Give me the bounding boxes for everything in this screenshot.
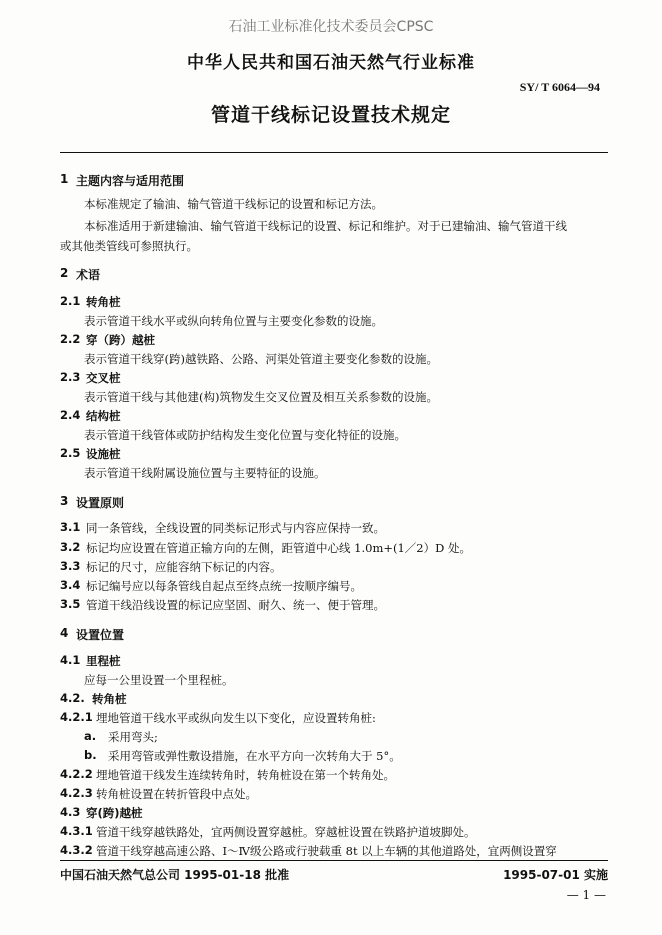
item-b-label: b. — [84, 748, 97, 762]
clause-2-2-text: 表示管道干线穿(跨)越铁路、公路、河渠处管道主要变化参数的设施。 — [84, 352, 438, 366]
clause-4-3-number: 4.3 — [60, 805, 81, 819]
clause-4-2-1-text: 埋地管道干线水平或纵向发生以下变化，应设置转角桩: — [96, 711, 376, 725]
clause-3-1-text: 同一条管线，全线设置的同类标记形式与内容应保持一致。 — [86, 521, 385, 535]
section-3-number: 3 — [60, 494, 69, 508]
clause-4-1-title: 里程桩 — [86, 654, 121, 668]
section-1-number: 1 — [60, 172, 69, 186]
clause-2-3-number: 2.3 — [60, 370, 81, 384]
clause-4-2-1-number: 4.2.1 — [60, 710, 93, 724]
section-4-number: 4 — [60, 626, 69, 640]
clause-3-3-number: 3.3 — [60, 559, 81, 573]
section-3-title: 设置原则 — [76, 496, 125, 510]
clause-4-2-3-number: 4.2.3 — [60, 786, 93, 800]
clause-2-3-title: 交叉桩 — [86, 371, 121, 385]
clause-3-5-number: 3.5 — [60, 597, 81, 611]
clause-2-4-number: 2.4 — [60, 408, 81, 422]
section-2-title: 术语 — [76, 268, 101, 282]
clause-4-2-title: 转角桩 — [92, 692, 127, 706]
clause-4-3-title: 穿(跨)越桩 — [86, 806, 143, 820]
clause-2-4-text: 表示管道干线管体或防护结构发生变化位置与变化特征的设施。 — [84, 428, 406, 442]
clause-4-2-3-text: 转角桩设置在转折管段中点处。 — [96, 787, 257, 801]
clause-4-3-2-number: 4.3.2 — [60, 843, 93, 857]
clause-4-3-1-text: 管道干线穿越铁路处，宜两侧设置穿越桩。穿越桩设置在铁路护道坡脚处。 — [96, 825, 476, 839]
page-number: — 1 — — [566, 888, 606, 902]
clause-4-1-text: 应每一公里设置一个里程桩。 — [84, 673, 234, 687]
section-1-paragraph-2: 本标准适用于新建输油、输气管道干线标记的设置、标记和维护。对于已建输油、输气管道干线 — [84, 219, 567, 233]
clause-2-1-text: 表示管道干线水平或纵向转角位置与主要变化参数的设施。 — [84, 314, 383, 328]
clause-4-2-2-text: 埋地管道干线发生连续转角时，转角桩设在第一个转角处。 — [96, 768, 395, 782]
clause-3-4-text: 标记编号应以每条管线自起点至终点统一按顺序编号。 — [86, 579, 362, 593]
clause-3-4-number: 3.4 — [60, 578, 81, 592]
section-1-title: 主题内容与适用范围 — [76, 174, 185, 188]
clause-2-5-number: 2.5 — [60, 446, 81, 460]
section-1-paragraph-1: 本标准规定了输油、输气管道干线标记的设置和标记方法。 — [84, 197, 383, 211]
clause-2-1-title: 转角桩 — [86, 295, 121, 309]
clause-3-2-number: 3.2 — [60, 540, 81, 554]
clause-4-2-2-number: 4.2.2 — [60, 767, 93, 781]
clause-2-2-number: 2.2 — [60, 332, 81, 346]
item-a-label: a. — [84, 729, 97, 743]
effective-date: 1995-07-01 实施 — [503, 868, 608, 882]
section-2-number: 2 — [60, 266, 69, 280]
clause-3-2-text: 标记均应设置在管道正输方向的左侧，距管道中心线 1.0m+(1／2）D 处。 — [86, 541, 471, 555]
clause-2-5-title: 设施桩 — [86, 447, 121, 461]
footer-divider — [60, 860, 608, 861]
clause-4-3-1-number: 4.3.1 — [60, 824, 93, 838]
clause-2-4-title: 结构桩 — [86, 409, 121, 423]
clause-4-2-number: 4.2. — [60, 691, 85, 705]
clause-4-1-number: 4.1 — [60, 653, 81, 667]
clause-3-5-text: 管道干线沿线设置的标记应坚固、耐久、统一、便于管理。 — [86, 598, 385, 612]
clause-3-3-text: 标记的尺寸，应能容纳下标记的内容。 — [86, 560, 282, 574]
watermark: 石油工业标准化技术委员会CPSC — [228, 19, 434, 35]
approval-date: 中国石油天然气总公司 1995-01-18 批准 — [60, 868, 290, 882]
standard-code: SY/ T 6064—94 — [519, 80, 600, 94]
section-4-title: 设置位置 — [76, 628, 125, 642]
clause-4-3-2-text: 管道干线穿越高速公路、Ⅰ～Ⅳ级公路或行驶载重 8t 以上车辆的其他道路处，宜两侧设置穿 — [96, 844, 557, 858]
title-divider — [60, 152, 608, 153]
document-title: 管道干线标记设置技术规定 — [210, 104, 451, 126]
clause-2-1-number: 2.1 — [60, 294, 81, 308]
item-a-text: 采用弯头; — [108, 730, 158, 744]
clause-2-3-text: 表示管道干线与其他建(构)筑物发生交叉位置及相互关系参数的设施。 — [84, 390, 438, 404]
clause-2-5-text: 表示管道干线附属设施位置与主要特征的设施。 — [84, 466, 326, 480]
clause-2-2-title: 穿（跨）越桩 — [86, 333, 155, 347]
standard-series: 中华人民共和国石油天然气行业标准 — [187, 53, 475, 73]
clause-3-1-number: 3.1 — [60, 520, 81, 534]
section-1-paragraph-2-cont: 或其他类管线可参照执行。 — [60, 239, 198, 253]
item-b-text: 采用弯管或弹性敷设措施，在水平方向一次转角大于 5°。 — [108, 749, 401, 763]
